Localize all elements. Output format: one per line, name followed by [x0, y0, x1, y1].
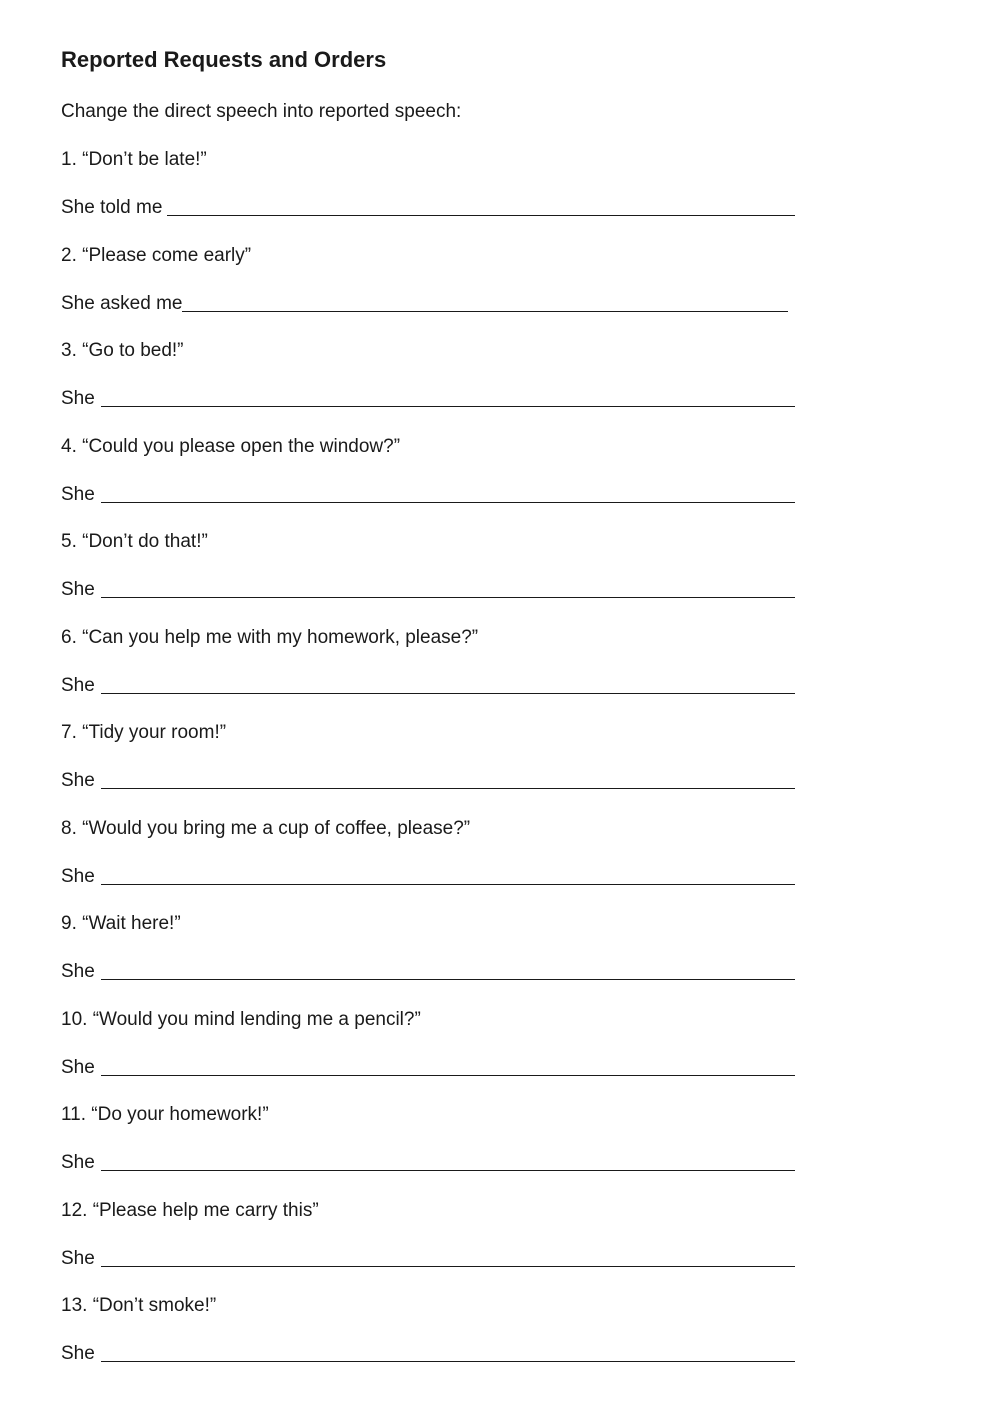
exercise-item-11 — [61, 1101, 821, 1197]
answer-row — [61, 194, 795, 222]
answer-blank[interactable] — [101, 502, 795, 503]
direct-speech-prompt: 5. “Don’t do that!” — [61, 531, 208, 552]
direct-speech-prompt: 8. “Would you bring me a cup of coffee, please?” — [61, 817, 471, 839]
exercise-item-1 — [61, 146, 821, 242]
answer-row — [61, 1054, 795, 1082]
answer-blank[interactable] — [101, 597, 795, 598]
answer-blank[interactable] — [101, 884, 795, 885]
answer-blank[interactable] — [101, 1361, 795, 1362]
answer-row — [61, 576, 795, 604]
answer-blank[interactable] — [101, 979, 795, 980]
answer-row — [61, 672, 795, 700]
exercise-list — [61, 146, 821, 1388]
page-title: Reported Requests and Orders — [61, 47, 387, 72]
answer-lead: She — [61, 483, 95, 505]
answer-lead: She — [61, 865, 95, 887]
answer-lead: She — [61, 1056, 95, 1078]
answer-row — [61, 958, 795, 986]
exercise-item-3 — [61, 337, 821, 433]
direct-speech-prompt: 12. “Please help me carry this” — [61, 1199, 319, 1221]
answer-lead: She — [61, 961, 95, 982]
direct-speech-prompt: 6. “Can you help me with my homework, please?” — [61, 626, 479, 648]
exercise-item-4 — [61, 433, 821, 529]
direct-speech-prompt: 9. “Wait here!” — [61, 913, 181, 934]
answer-blank[interactable] — [101, 406, 795, 407]
exercise-item-8 — [61, 815, 821, 911]
answer-row — [61, 767, 795, 795]
exercise-item-10 — [61, 1006, 821, 1102]
answer-blank[interactable] — [101, 1075, 795, 1076]
direct-speech-prompt: 13. “Don’t smoke!” — [61, 1295, 217, 1316]
answer-row — [61, 385, 795, 413]
answer-row — [61, 863, 795, 891]
answer-lead: She — [61, 1152, 95, 1173]
answer-row — [61, 1340, 795, 1368]
direct-speech-prompt: 3. “Go to bed!” — [61, 340, 184, 361]
answer-lead: She — [61, 579, 95, 600]
direct-speech-prompt: 1. “Don’t be late!” — [61, 149, 207, 170]
direct-speech-prompt: 7. “Tidy your room!” — [61, 722, 227, 743]
direct-speech-prompt: 4. “Could you please open the window?” — [61, 435, 401, 457]
answer-row — [61, 290, 788, 318]
answer-lead: She — [61, 388, 95, 409]
answer-lead: She — [61, 1247, 95, 1269]
exercise-item-7 — [61, 719, 821, 815]
answer-blank[interactable] — [101, 693, 795, 694]
exercise-item-12 — [61, 1197, 821, 1293]
direct-speech-prompt: 11. “Do your homework!” — [61, 1104, 269, 1125]
answer-lead: She told me — [61, 197, 163, 218]
direct-speech-prompt: 10. “Would you mind lending me a pencil?” — [61, 1008, 421, 1030]
instruction-text: Change the direct speech into reported speech: — [61, 101, 462, 122]
direct-speech-prompt: 2. “Please come early” — [61, 244, 252, 266]
answer-blank[interactable] — [182, 311, 788, 312]
answer-lead: She — [61, 674, 95, 696]
answer-blank[interactable] — [101, 788, 795, 789]
answer-row — [61, 481, 795, 509]
answer-row — [61, 1245, 795, 1273]
answer-blank[interactable] — [101, 1266, 795, 1267]
exercise-item-5 — [61, 528, 821, 624]
answer-blank[interactable] — [101, 1170, 795, 1171]
answer-row — [61, 1149, 795, 1177]
answer-lead: She asked me — [61, 292, 183, 314]
exercise-item-9 — [61, 910, 821, 1006]
exercise-item-13 — [61, 1292, 821, 1388]
answer-lead: She — [61, 1343, 95, 1364]
answer-lead: She — [61, 770, 95, 791]
answer-blank[interactable] — [167, 215, 795, 216]
exercise-item-6 — [61, 624, 821, 720]
exercise-item-2 — [61, 242, 821, 338]
